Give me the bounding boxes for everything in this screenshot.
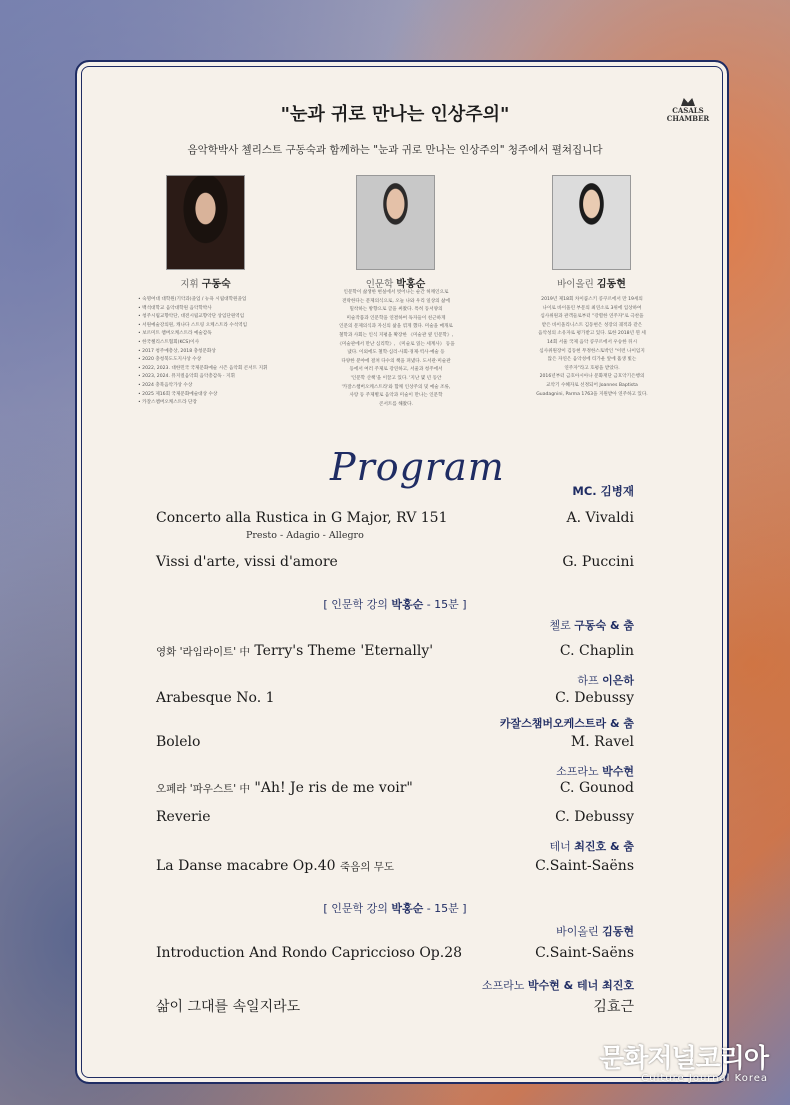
piece-3-title: 영화 '라임라이트' 中 Terry's Theme 'Eternally' [156,643,434,659]
bio-line: 음악성의 소유자로 평가받고 있다. 또한 2018년 뮌 세 [538,331,646,337]
bio-line: 받은 바이올리니스트 김동현은 성장의 궤적과 같은 [541,322,643,328]
lecture-2: [ 인문학 강의 박홍순 - 15분 ] [323,902,467,915]
piece-1-movements: Presto - Adagio - Allegro [246,530,364,541]
lecture-1: [ 인문학 강의 박홍순 - 15분 ] [323,598,467,611]
bio-line: 심사위원과 관객들로부터 "강렬한 연주자"로 극찬을 [540,314,644,320]
piece-3-composer: C. Chaplin [559,643,634,659]
bio-line: '인문학 산책'을 이끌고 있다. '지난 몇 년 동안 [350,375,442,381]
piece-10-composer: 김효근 [593,999,634,1015]
bio-line: 사랑 등 주제별로 음악과 미술이 만나는 인문학 [349,393,443,399]
bio-line: • 2025 제16회 국제문화예술대상 수상 [138,391,218,397]
performer-violin: 바이올린 김동현 [556,925,634,938]
violinist-photo [552,175,631,270]
bio-line: 교악기 수혜자로 선정되어 Joannes Baptista [546,382,638,388]
bio-line: 《미술관에서 만난 심리학》, 《미술로 읽는 세계사》 등을 [337,341,455,347]
watermark-sub: Culture Journal Korea [641,1073,768,1084]
bio-line: • 2022, 2023. 대한민국 국제문화예술 시즌 음악회 콘서트 지휘 [138,365,268,371]
profile-conductor [166,175,245,290]
piece-4-composer: C. Debussy [555,690,634,706]
bio-line: 밀착하는 방향으로 글을 써왔다. 특히 동서양의 [349,307,443,313]
bio-line: 다양한 분야에 걸쳐 다수의 책을 펴냈다. 도서관·미술관 [341,358,451,364]
piece-7-title: Reverie [156,809,211,825]
bio-line: Guadagnini, Parma 1763을 지원받아 연주하고 있다. [536,391,648,397]
bio-line: 전락한다는 문제의식으로, 오늘 나와 우리 일상의 삶에 [342,298,450,304]
bio-line: • 2024 충북음악가상 수상 [138,382,193,388]
logo-line2: CHAMBER [666,114,710,123]
bio-line: • 한국첼리스트협회(KCS)이사 [138,339,200,345]
bio-line: 않은 자연은 음악성에 티가운 앞에 흡생 빛는 [547,357,637,363]
bio-line: • 카잘스챔버오케스트라 단장 [138,400,197,406]
conductor-name: 지휘 구동숙 [180,279,231,290]
piece-1-title: Concerto alla Rustica in G Major, RV 151 [156,510,448,526]
program-heading: Program [330,445,505,489]
bio-line: • 2023, 2024. 뮤지컬음악회 음악총감독 · 지휘 [138,374,235,380]
piece-6-composer: C. Gounod [559,780,634,796]
bio-line: 등에서 여러 주제로 강연하고, 서울과 청주에서 [349,367,443,373]
piece-7-composer: C. Debussy [555,809,634,825]
bio-line: 인문학이 삶생한 현실에서 벗어나는 순간 허깨인으로 [343,290,449,295]
profile-violinist [552,175,631,290]
performer-tenor: 테너 최진호 & 춤 [549,840,634,853]
piece-2-composer: G. Puccini [562,554,634,570]
bio-line: 냈다. 이외에도 철학·심리·사회·경제·역사·예술 등 [347,350,445,356]
bio-line: • 숙명여대 대학원(기악과)졸업 / 뉴욕 시립대학원졸업 [138,297,247,302]
conductor-bio [138,296,267,408]
profile-lecturer [356,175,435,290]
poster-subtitle: 음악학박사 첼리스트 구동숙과 함께하는 "눈과 귀로 만나는 인상주의" 청주에서 펼쳐집니다 [187,144,603,156]
piece-9-composer: C.Saint-Saëns [535,945,634,961]
logo-line1: CASALS [672,106,704,115]
piece-9-title: Introduction And Rondo Capriccioso Op.28 [156,945,463,961]
performer-orchestra: 카잘스챔버오케스트라 & 춤 [499,717,634,730]
lecturer-bio [310,289,482,409]
bio-line: 연주자"라고 호평을 받았다. [564,365,620,371]
watermark [599,1038,768,1084]
piece-4-title: Arabesque No. 1 [156,690,275,706]
bio-line: 14회 서울 국제 음악 콩쿠르에서 우승한 뒤시 [546,339,638,345]
performer-harp: 하프 이은하 [577,674,634,687]
bio-line: • 청주시립교향악단, 대전시립교향악단 상임단원역임 [138,314,245,320]
piece-10-title: 삶이 그대를 속일지라도 [156,999,301,1015]
performer-soprano-tenor: 소프라노 박수현 & 테너 최진호 [481,979,634,992]
violinist-bio [506,296,678,399]
lecturer-name: 인문학 박홍순 [365,279,426,290]
performer-cello: 첼로 구동숙 & 춤 [549,619,634,632]
piece-6-title: 오페라 '파우스트' 中 "Ah! Je ris de me voir" [156,780,413,796]
bio-line: • 2017 청주예총상, 2018 충청문화상 [138,348,216,354]
bio-line: 나이로 바이올린 부문의 최연소로 3위에 입상하여 [542,305,642,311]
poster-title: "눈과 귀로 만나는 인상주의" [280,104,510,125]
bio-line: • 서원예술강의원, 캐나다 스트링 오케스트라 수석역임 [138,322,248,328]
mc-name: MC. 김병재 [572,484,634,498]
lecturer-photo [356,175,435,270]
piece-5-title: Bolelo [156,734,201,750]
piece-5-composer: M. Ravel [570,734,634,750]
piece-8-composer: C.Saint-Saëns [535,858,634,874]
performer-soprano: 소프라노 박수현 [556,765,634,778]
bio-line: '카잘스챔버오케스트라'와 함께 인상주의 및 예술 조류, [341,384,451,390]
bio-line: 인문의 문제의식과 자신의 삶을 엮게 했다. 미술을 매개로 [339,324,453,330]
piece-1-composer: A. Vivaldi [566,510,634,526]
bio-line: • 2020 충청북도도지사상 수상 [138,357,202,363]
bio-line: 2019년 제18회 차이콥스키 콩쿠르에서 만 19세의 [541,297,643,302]
bio-line: 철학과 사회는 인식 지평을 확장한 《미술관 옆 인문학》, [338,332,454,338]
bio-line: • 보르미트 챔버오케스트라 예술감독 [138,331,212,337]
bio-line: 2016년부터 금호아시아나 문화재단 금호악기은행의 [539,374,645,380]
watermark-main: 문화저널코리아 [599,1044,768,1074]
bio-line: 콘서트를 해왔다. [379,401,413,407]
bio-line: • 백석대학교 음악대학원 음악학박사 [138,305,212,311]
bio-line: 심사위원장이 김동현 무정한스토박인 "이런 나이임지 [539,348,645,354]
piece-2-title: Vissi d'arte, vissi d'amore [156,554,338,570]
piece-8-title: La Danse macabre Op.40 죽음의 무도 [156,858,395,874]
violinist-name: 바이올린 김동현 [557,279,626,290]
conductor-photo [166,175,245,270]
bio-line: 미술작품과 인문학을 연결하여 독자들이 친근하게 [346,315,446,321]
